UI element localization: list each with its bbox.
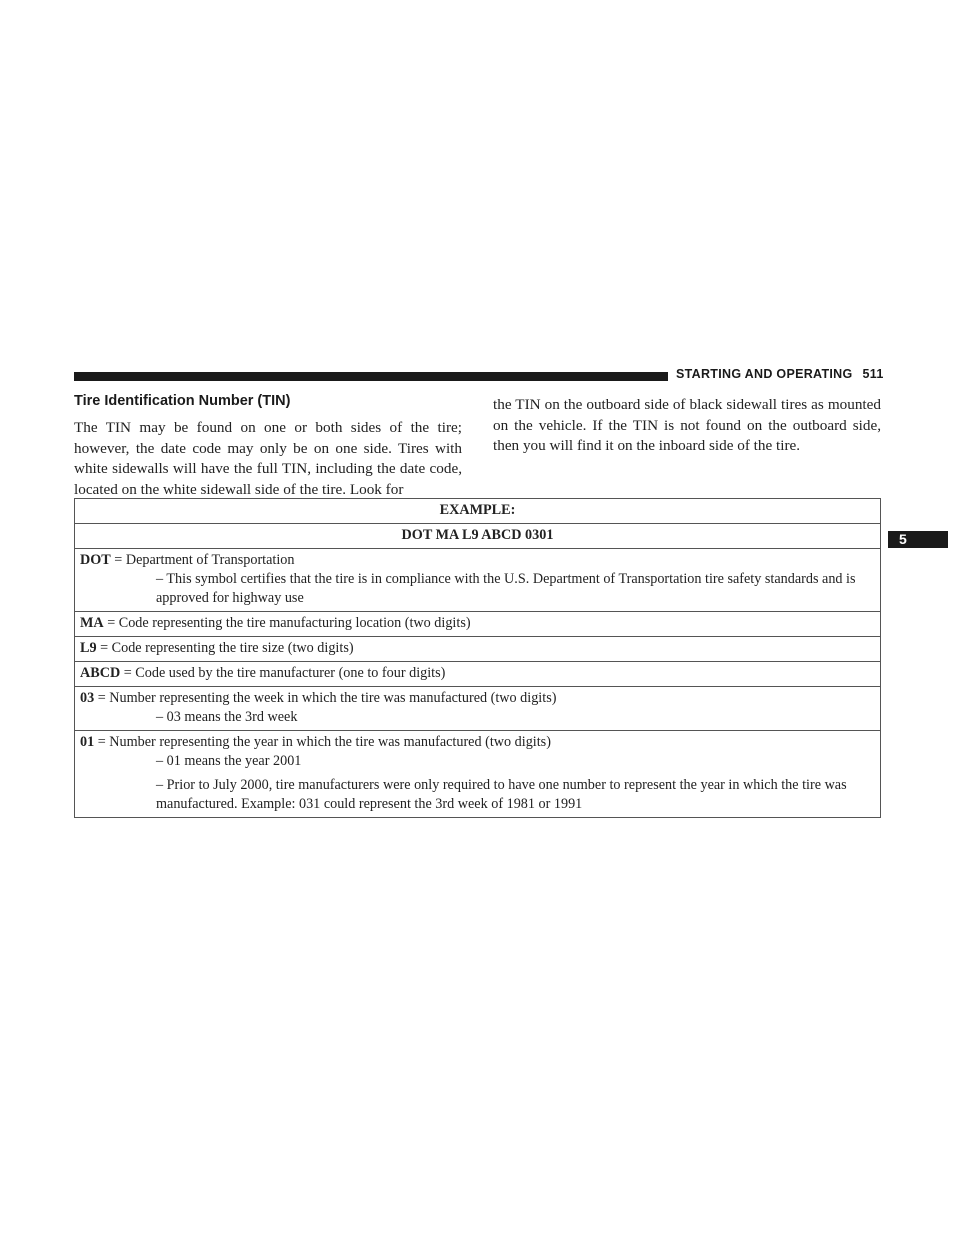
- table-row: [75, 731, 881, 818]
- code-label: L9: [80, 640, 97, 656]
- running-header: [676, 367, 884, 381]
- table-cell: [75, 612, 881, 637]
- table-row: [75, 524, 881, 549]
- code-note: – 03 means the 3rd week: [156, 709, 298, 725]
- table-cell: [75, 731, 881, 818]
- table-row: [75, 499, 881, 524]
- section-name: STARTING AND OPERATING: [676, 367, 853, 381]
- example-code: DOT MA L9 ABCD 0301: [75, 524, 881, 549]
- code-label: ABCD: [80, 665, 121, 681]
- code-note: – This symbol certifies that the tire is in compliance with the U.S. Department of Transportation tire safety standards and is approved for highway use: [156, 571, 856, 606]
- table-row: [75, 612, 881, 637]
- table-cell: [75, 662, 881, 687]
- table-row: [75, 662, 881, 687]
- body-column-left: [74, 418, 462, 500]
- body-paragraph: the TIN on the outboard side of black sidewall tires as mounted on the vehicle. If the TIN is not found on the outboard side, then you will find it on the inboard side of the tire.: [493, 396, 881, 454]
- section-title: Tire Identification Number (TIN): [74, 393, 291, 409]
- code-definition: = Code representing the tire manufacturing location (two digits): [107, 615, 471, 631]
- code-label: DOT: [80, 552, 111, 568]
- table-row: [75, 687, 881, 731]
- code-note: – 01 means the year 2001: [156, 753, 302, 769]
- header-rule: [74, 372, 668, 381]
- page-number: 511: [862, 367, 884, 381]
- body-paragraph: The TIN may be found on one or both sides of the tire; however, the date code may only be on one side. Tires with white sidewalls will have the full TIN, including the date code, located on the white sidewall side of the tire. Look for: [74, 419, 462, 498]
- chapter-tab: 5: [888, 531, 948, 548]
- tin-example-table: [74, 498, 881, 818]
- table-row: [75, 549, 881, 612]
- code-definition: = Number representing the year in which the tire was manufactured (two digits): [97, 734, 551, 750]
- table-cell: [75, 687, 881, 731]
- body-column-right: [493, 395, 881, 457]
- table-row: [75, 637, 881, 662]
- table-cell: [75, 637, 881, 662]
- code-definition: = Code used by the tire manufacturer (one to four digits): [123, 665, 446, 681]
- table-cell: [75, 549, 881, 612]
- code-definition: = Code representing the tire size (two digits): [100, 640, 354, 656]
- code-definition: = Department of Transportation: [114, 552, 295, 568]
- code-label: 01: [80, 734, 95, 750]
- code-label: 03: [80, 690, 95, 706]
- code-note: – Prior to July 2000, tire manufacturers were only required to have one number to represent the year in which the tire was manufactured. Example: 031 could represent the 3rd week of 1981 or 1991: [156, 777, 847, 812]
- example-label: EXAMPLE:: [75, 499, 881, 524]
- code-definition: = Number representing the week in which the tire was manufactured (two digits): [97, 690, 557, 706]
- code-label: MA: [80, 615, 104, 631]
